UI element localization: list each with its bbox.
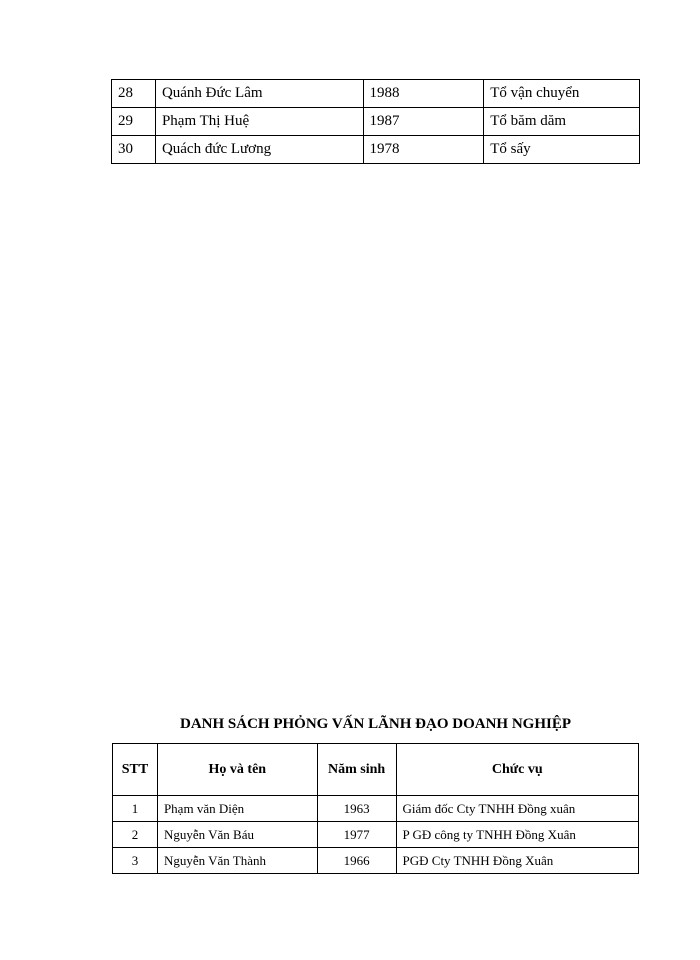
table-row	[113, 822, 639, 848]
name-cell: Quánh Đức Lâm	[155, 80, 363, 108]
name-cell: Nguyễn Văn Báu	[157, 822, 317, 848]
table-row	[112, 80, 640, 108]
stt-cell: 29	[112, 108, 156, 136]
stt-cell: 1	[113, 796, 158, 822]
stt-cell: 2	[113, 822, 158, 848]
header-stt: STT	[113, 744, 158, 796]
name-cell: Quách đức Lương	[155, 136, 363, 164]
team-cell: Tổ vận chuyển	[484, 80, 640, 108]
table-row	[113, 796, 639, 822]
leaders-table	[112, 743, 639, 874]
table-header-row	[113, 744, 639, 796]
year-cell: 1966	[317, 848, 396, 874]
name-cell: Nguyễn Văn Thành	[157, 848, 317, 874]
position-cell: PGĐ Cty TNHH Đồng Xuân	[396, 848, 638, 874]
year-cell: 1988	[363, 80, 484, 108]
year-cell: 1987	[363, 108, 484, 136]
section-title: DANH SÁCH PHỎNG VẤN LÃNH ĐẠO DOANH NGHIỆP	[180, 716, 571, 732]
header-year: Năm sinh	[317, 744, 396, 796]
table-row	[112, 136, 640, 164]
team-cell: Tổ sấy	[484, 136, 640, 164]
workers-table	[111, 79, 640, 164]
year-cell: 1977	[317, 822, 396, 848]
table-row	[113, 848, 639, 874]
year-cell: 1978	[363, 136, 484, 164]
position-cell: Giám đốc Cty TNHH Đồng xuân	[396, 796, 638, 822]
name-cell: Phạm Thị Huệ	[155, 108, 363, 136]
name-cell: Phạm văn Diện	[157, 796, 317, 822]
team-cell: Tổ băm dăm	[484, 108, 640, 136]
stt-cell: 3	[113, 848, 158, 874]
header-position: Chức vụ	[396, 744, 638, 796]
stt-cell: 28	[112, 80, 156, 108]
stt-cell: 30	[112, 136, 156, 164]
header-name: Họ và tên	[157, 744, 317, 796]
year-cell: 1963	[317, 796, 396, 822]
position-cell: P GĐ công ty TNHH Đồng Xuân	[396, 822, 638, 848]
table-row	[112, 108, 640, 136]
